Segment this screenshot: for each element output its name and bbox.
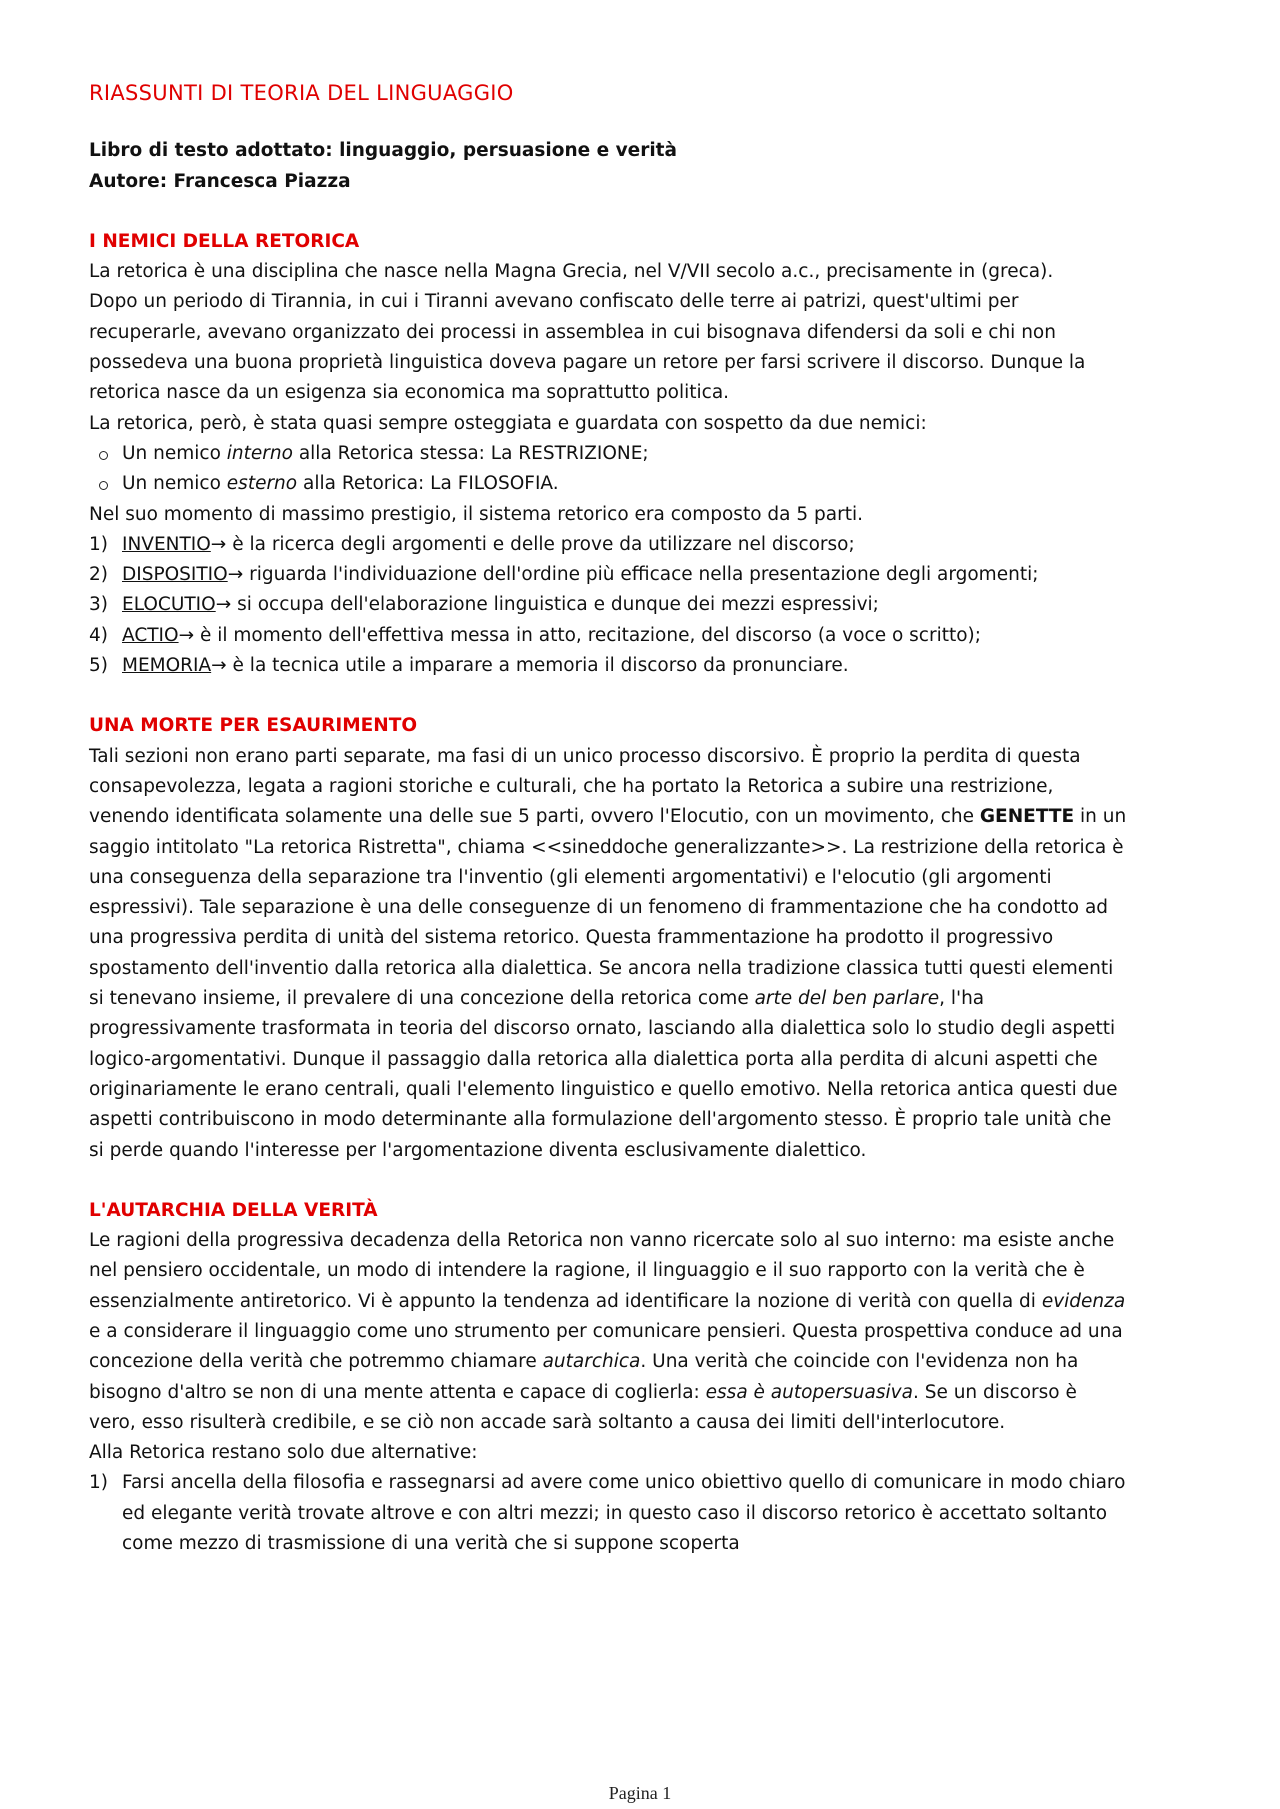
emphasis: esterno	[226, 473, 298, 495]
textbook-line: Libro di testo adottato: linguaggio, persuasione e verità	[89, 140, 678, 162]
section-heading-nemici: I NEMICI DELLA RETORICA	[89, 230, 360, 252]
paragraph: Le ragioni della progressiva decadenza della Retorica non vanno ricercate solo al suo interno: ma esiste anche nel pensiero occidentale, un modo di intendere la ragione, il linguaggio e il suo rapporto con la verità che è essenzialmente antiretorico. Vi è appunto la tendenza ad identificare la nozione di verità con quella di evidenza e a considerare il linguaggio come uno strumento per comunicare pensieri. Questa prospettiva conduce ad una concezione della verità che potremmo chiamare autarchica. Una verità che coincide con l'evidenza non ha bisogno d'altro se non di una mente attenta e capace di coglierla: essa è autopersuasiva. Se un discorso è vero, esso risulterà credibile, e se ciò non accade sarà soltanto a causa dei limiti dell'interlocutore.	[89, 1230, 1126, 1433]
circle-bullet-icon	[99, 481, 108, 490]
paragraph: Dopo un periodo di Tirannia, in cui i Tiranni avevano confiscato delle terre ai patrizi, quest'ultimi per recuperarle, avevano organizzato dei processi in assemblea in cui bisognava difendersi da soli e chi non possedeva una buona proprietà linguistica doveva pagare un retore per farsi scrivere il discorso. Dunque la retorica nasce da un esigenza sia economica ma soprattutto politica.	[89, 291, 1086, 404]
arrow-icon: →	[178, 624, 195, 646]
emphasis: essa è autopersuasiva	[705, 1381, 913, 1403]
enemies-list	[89, 439, 1129, 500]
list-number: 4)	[89, 624, 108, 646]
list-item: 4) ACTIO→ è il momento dell'effettiva messa in atto, recitazione, del discorso (a voce o scritto);	[89, 621, 1129, 651]
emphasis: arte del ben parlare	[754, 988, 940, 1010]
paragraph: Nel suo momento di massimo prestigio, il sistema retorico era composto da 5 parti.	[89, 503, 863, 525]
arrow-icon: →	[215, 594, 232, 616]
rhetoric-parts-list	[89, 530, 1129, 681]
list-item: 5) MEMORIA→ è la tecnica utile a imparare a memoria il discorso da pronunciare.	[89, 651, 1129, 681]
document-page	[89, 78, 1129, 1559]
paragraph: La retorica, però, è stata quasi sempre osteggiata e guardata con sospetto da due nemici:	[89, 412, 927, 434]
list-number: 1)	[89, 533, 108, 555]
circle-bullet-icon	[99, 451, 108, 460]
document-title: RIASSUNTI DI TEORIA DEL LINGUAGGIO	[89, 81, 514, 105]
paragraph: Tali sezioni non erano parti separate, ma fasi di un unico processo discorsivo. È proprio la perdita di questa consapevolezza, legata a ragioni storiche e culturali, che ha portato la Retorica a subire una restrizione, venendo identificata solamente una delle sue 5 parti, ovvero l'Elocutio, con un movimento, che GENETTE in un saggio intitolato "La retorica Ristretta", chiama <<sineddoche generalizzante>>. La restrizione della retorica è una conseguenza della separazione tra l'inventio (gli elementi argomentativi) e l'elocutio (gli argomenti espressivi). Tale separazione è una delle conseguenze di un fenomeno di frammentazione che ha condotto ad una progressiva perdita di unità del sistema retorico. Questa frammentazione ha prodotto il progressivo spostamento dell'inventio dalla retorica alla dialettica. Se ancora nella tradizione classica tutti questi elementi si tenevano insieme, il prevalere di una concezione della retorica come arte del ben parlare, l'ha progressivamente trasformata in teoria del discorso ornato, lasciando alla dialettica solo lo studio degli aspetti logico-argomentativi. Dunque il passaggio dalla retorica alla dialettica porta alla perdita di alcuni aspetti che originariamente le erano centrali, quali l'elemento linguistico e quello emotivo. Nella retorica antica questi due aspetti contribuiscono in modo determinante alla formulazione dell'argomento stesso. È proprio tale unità che si perde quando l'interesse per l'argomentazione diventa esclusivamente dialettico.	[89, 745, 1127, 1161]
list-item: 1) INVENTIO→ è la ricerca degli argomenti e delle prove da utilizzare nel discorso;	[89, 530, 1129, 560]
arrow-icon: →	[227, 564, 244, 586]
paragraph: Alla Retorica restano solo due alternative:	[89, 1442, 478, 1464]
list-item: 2) DISPOSITIO→ riguarda l'individuazione dell'ordine più efficace nella presentazione degli argomenti;	[89, 560, 1129, 590]
paragraph: La retorica è una disciplina che nasce nella Magna Grecia, nel V/VII secolo a.c., precisamente in (greca).	[89, 261, 1054, 283]
emphasis: interno	[226, 442, 293, 464]
page-footer: Pagina 1	[608, 1783, 672, 1803]
arrow-icon: →	[210, 533, 227, 555]
emphasis: autarchica	[542, 1351, 641, 1373]
list-number: 1)	[89, 1472, 108, 1494]
list-number: 3)	[89, 594, 108, 616]
term: INVENTIO	[122, 533, 211, 555]
list-item: 1) Farsi ancella della filosofia e rassegnarsi ad avere come unico obiettivo quello di comunicare in modo chiaro ed elegante verità trovate altrove e con altri mezzi; in questo caso il discorso retorico è accettato soltanto come mezzo di trasmissione di una verità che si suppone scoperta	[89, 1468, 1129, 1559]
term: DISPOSITIO	[122, 564, 228, 586]
term: ACTIO	[122, 624, 179, 646]
list-item: Un nemico interno alla Retorica stessa: La RESTRIZIONE;	[89, 439, 1129, 469]
list-number: 2)	[89, 564, 108, 586]
term: ELOCUTIO	[122, 594, 216, 616]
section-heading-autarchia: L'AUTARCHIA DELLA VERITÀ	[89, 1199, 378, 1221]
emphasis: evidenza	[1041, 1290, 1126, 1312]
bold-name: GENETTE	[979, 806, 1075, 828]
section-heading-morte: UNA MORTE PER ESAURIMENTO	[89, 715, 418, 737]
term: MEMORIA	[122, 655, 212, 677]
author-line: Autore: Francesca Piazza	[89, 170, 351, 192]
list-item: Un nemico esterno alla Retorica: La FILOSOFIA.	[89, 469, 1129, 499]
list-number: 5)	[89, 655, 108, 677]
arrow-icon: →	[211, 655, 227, 677]
alternatives-list	[89, 1468, 1129, 1559]
list-item: 3) ELOCUTIO→ si occupa dell'elaborazione linguistica e dunque dei mezzi espressivi;	[89, 590, 1129, 620]
